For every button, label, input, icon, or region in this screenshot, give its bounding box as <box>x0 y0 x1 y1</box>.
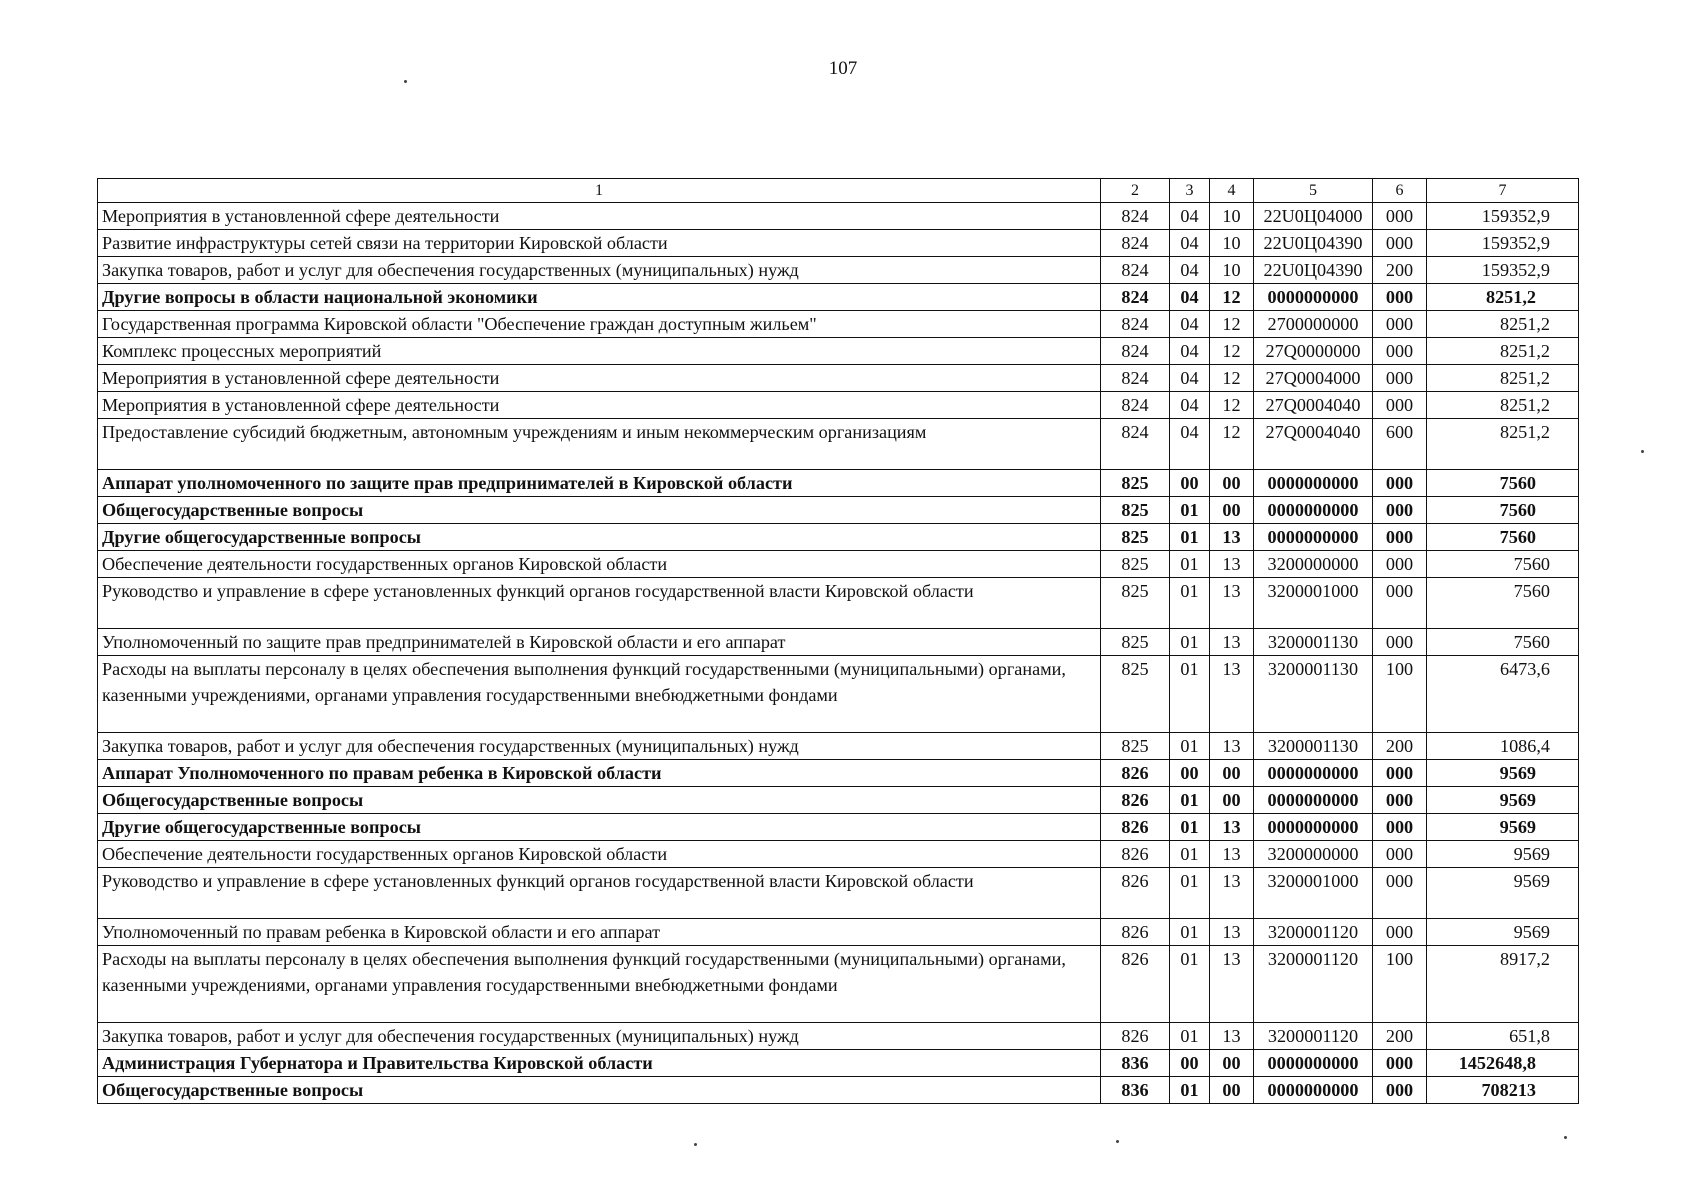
cell-section: 04 <box>1170 419 1210 470</box>
cell-subsection: 13 <box>1210 629 1254 656</box>
cell-expense-type: 000 <box>1373 284 1427 311</box>
cell-ministry-code: 824 <box>1101 311 1170 338</box>
table-header-row <box>98 179 1579 203</box>
column-header-7: 7 <box>1427 179 1579 203</box>
cell-section: 01 <box>1170 656 1210 733</box>
cell-description: Аппарат Уполномоченного по правам ребенка в Кировской области <box>98 760 1101 787</box>
cell-ministry-code: 825 <box>1101 470 1170 497</box>
table-row <box>98 1077 1579 1104</box>
cell-section: 00 <box>1170 1050 1210 1077</box>
table-row <box>98 814 1579 841</box>
cell-subsection: 00 <box>1210 497 1254 524</box>
cell-target-article: 3200001000 <box>1254 868 1373 919</box>
cell-subsection: 10 <box>1210 230 1254 257</box>
cell-amount: 708213 <box>1427 1077 1579 1104</box>
page-number: 107 <box>828 58 858 79</box>
cell-description: Аппарат уполномоченного по защите прав предпринимателей в Кировской области <box>98 470 1101 497</box>
cell-target-article: 27Q0004040 <box>1254 392 1373 419</box>
table-row <box>98 868 1579 919</box>
cell-expense-type: 000 <box>1373 868 1427 919</box>
cell-target-article: 3200001000 <box>1254 578 1373 629</box>
cell-subsection: 13 <box>1210 656 1254 733</box>
cell-subsection: 13 <box>1210 524 1254 551</box>
cell-expense-type: 000 <box>1373 230 1427 257</box>
cell-subsection: 10 <box>1210 257 1254 284</box>
cell-subsection: 10 <box>1210 203 1254 230</box>
cell-description: Мероприятия в установленной сфере деятельности <box>98 203 1101 230</box>
table-row <box>98 419 1579 470</box>
cell-expense-type: 000 <box>1373 919 1427 946</box>
cell-description: Мероприятия в установленной сфере деятельности <box>98 365 1101 392</box>
cell-target-article: 27Q0004000 <box>1254 365 1373 392</box>
cell-description: Закупка товаров, работ и услуг для обеспечения государственных (муниципальных) нужд <box>98 1023 1101 1050</box>
table-row <box>98 311 1579 338</box>
cell-amount: 8251,2 <box>1427 284 1579 311</box>
cell-description: Общегосударственные вопросы <box>98 787 1101 814</box>
cell-expense-type: 000 <box>1373 1050 1427 1077</box>
table-row <box>98 656 1579 733</box>
cell-amount: 7560 <box>1427 497 1579 524</box>
cell-expense-type: 000 <box>1373 365 1427 392</box>
cell-ministry-code: 825 <box>1101 497 1170 524</box>
cell-subsection: 12 <box>1210 338 1254 365</box>
cell-section: 01 <box>1170 946 1210 1023</box>
table-row <box>98 919 1579 946</box>
cell-ministry-code: 824 <box>1101 365 1170 392</box>
column-header-4: 4 <box>1210 179 1254 203</box>
scan-speck <box>1116 1140 1119 1143</box>
cell-description: Закупка товаров, работ и услуг для обеспечения государственных (муниципальных) нужд <box>98 733 1101 760</box>
cell-amount: 7560 <box>1427 470 1579 497</box>
cell-section: 04 <box>1170 311 1210 338</box>
table-row <box>98 1050 1579 1077</box>
scan-speck <box>694 1143 697 1146</box>
cell-expense-type: 000 <box>1373 578 1427 629</box>
cell-ministry-code: 836 <box>1101 1050 1170 1077</box>
cell-target-article: 3200001120 <box>1254 919 1373 946</box>
cell-subsection: 00 <box>1210 470 1254 497</box>
cell-target-article: 22U0Ц04000 <box>1254 203 1373 230</box>
cell-ministry-code: 824 <box>1101 257 1170 284</box>
cell-section: 01 <box>1170 1077 1210 1104</box>
cell-subsection: 12 <box>1210 365 1254 392</box>
cell-ministry-code: 824 <box>1101 392 1170 419</box>
cell-amount: 8251,2 <box>1427 419 1579 470</box>
cell-target-article: 0000000000 <box>1254 524 1373 551</box>
cell-section: 01 <box>1170 919 1210 946</box>
cell-section: 04 <box>1170 230 1210 257</box>
cell-ministry-code: 826 <box>1101 787 1170 814</box>
cell-section: 01 <box>1170 524 1210 551</box>
cell-target-article: 3200001130 <box>1254 629 1373 656</box>
cell-ministry-code: 826 <box>1101 1023 1170 1050</box>
cell-target-article: 3200000000 <box>1254 841 1373 868</box>
cell-section: 01 <box>1170 868 1210 919</box>
cell-expense-type: 000 <box>1373 497 1427 524</box>
cell-expense-type: 000 <box>1373 551 1427 578</box>
cell-ministry-code: 825 <box>1101 733 1170 760</box>
cell-amount: 7560 <box>1427 629 1579 656</box>
cell-ministry-code: 825 <box>1101 629 1170 656</box>
cell-amount: 1452648,8 <box>1427 1050 1579 1077</box>
cell-amount: 6473,6 <box>1427 656 1579 733</box>
cell-subsection: 00 <box>1210 787 1254 814</box>
cell-ministry-code: 826 <box>1101 814 1170 841</box>
cell-section: 04 <box>1170 392 1210 419</box>
cell-expense-type: 000 <box>1373 1077 1427 1104</box>
cell-ministry-code: 824 <box>1101 203 1170 230</box>
cell-description: Другие общегосударственные вопросы <box>98 814 1101 841</box>
cell-amount: 651,8 <box>1427 1023 1579 1050</box>
table-row <box>98 203 1579 230</box>
cell-amount: 8917,2 <box>1427 946 1579 1023</box>
cell-expense-type: 100 <box>1373 656 1427 733</box>
cell-target-article: 3200001130 <box>1254 733 1373 760</box>
cell-subsection: 12 <box>1210 284 1254 311</box>
cell-description: Другие общегосударственные вопросы <box>98 524 1101 551</box>
cell-amount: 8251,2 <box>1427 392 1579 419</box>
column-header-2: 2 <box>1101 179 1170 203</box>
cell-subsection: 00 <box>1210 1077 1254 1104</box>
cell-section: 01 <box>1170 551 1210 578</box>
cell-expense-type: 100 <box>1373 946 1427 1023</box>
cell-target-article: 2700000000 <box>1254 311 1373 338</box>
table-row <box>98 1023 1579 1050</box>
cell-target-article: 3200000000 <box>1254 551 1373 578</box>
cell-description: Закупка товаров, работ и услуг для обеспечения государственных (муниципальных) нужд <box>98 257 1101 284</box>
cell-expense-type: 200 <box>1373 257 1427 284</box>
cell-amount: 9569 <box>1427 841 1579 868</box>
column-header-1: 1 <box>98 179 1101 203</box>
cell-expense-type: 000 <box>1373 311 1427 338</box>
table-row <box>98 497 1579 524</box>
table-row <box>98 470 1579 497</box>
cell-description: Другие вопросы в области национальной экономики <box>98 284 1101 311</box>
scan-speck <box>404 80 407 83</box>
cell-section: 00 <box>1170 760 1210 787</box>
cell-subsection: 13 <box>1210 841 1254 868</box>
cell-expense-type: 200 <box>1373 1023 1427 1050</box>
cell-section: 01 <box>1170 578 1210 629</box>
cell-ministry-code: 825 <box>1101 578 1170 629</box>
table-row <box>98 733 1579 760</box>
budget-table-body <box>98 179 1579 1104</box>
cell-section: 01 <box>1170 629 1210 656</box>
cell-section: 04 <box>1170 203 1210 230</box>
cell-description: Мероприятия в установленной сфере деятельности <box>98 392 1101 419</box>
cell-ministry-code: 826 <box>1101 760 1170 787</box>
table-row <box>98 578 1579 629</box>
cell-expense-type: 000 <box>1373 470 1427 497</box>
cell-description: Общегосударственные вопросы <box>98 1077 1101 1104</box>
cell-section: 01 <box>1170 787 1210 814</box>
cell-subsection: 13 <box>1210 1023 1254 1050</box>
cell-expense-type: 000 <box>1373 392 1427 419</box>
table-row <box>98 946 1579 1023</box>
cell-target-article: 0000000000 <box>1254 787 1373 814</box>
cell-amount: 9569 <box>1427 814 1579 841</box>
cell-description: Руководство и управление в сфере установленных функций органов государственной власти Кировской области <box>98 868 1101 919</box>
table-row <box>98 760 1579 787</box>
cell-target-article: 27Q0000000 <box>1254 338 1373 365</box>
cell-amount: 8251,2 <box>1427 338 1579 365</box>
cell-subsection: 12 <box>1210 392 1254 419</box>
cell-subsection: 13 <box>1210 946 1254 1023</box>
cell-target-article: 0000000000 <box>1254 497 1373 524</box>
cell-ministry-code: 824 <box>1101 284 1170 311</box>
cell-description: Государственная программа Кировской области "Обеспечение граждан доступным жильем" <box>98 311 1101 338</box>
cell-section: 04 <box>1170 365 1210 392</box>
cell-ministry-code: 825 <box>1101 656 1170 733</box>
table-row <box>98 787 1579 814</box>
cell-description: Уполномоченный по правам ребенка в Кировской области и его аппарат <box>98 919 1101 946</box>
cell-target-article: 0000000000 <box>1254 1077 1373 1104</box>
cell-description: Общегосударственные вопросы <box>98 497 1101 524</box>
cell-amount: 9569 <box>1427 787 1579 814</box>
cell-target-article: 0000000000 <box>1254 470 1373 497</box>
cell-section: 00 <box>1170 470 1210 497</box>
scan-speck <box>1564 1136 1567 1139</box>
cell-target-article: 22U0Ц04390 <box>1254 230 1373 257</box>
cell-subsection: 13 <box>1210 733 1254 760</box>
cell-subsection: 13 <box>1210 578 1254 629</box>
table-row <box>98 524 1579 551</box>
cell-target-article: 0000000000 <box>1254 1050 1373 1077</box>
cell-subsection: 12 <box>1210 419 1254 470</box>
table-row <box>98 841 1579 868</box>
cell-description: Развитие инфраструктуры сетей связи на территории Кировской области <box>98 230 1101 257</box>
cell-subsection: 13 <box>1210 551 1254 578</box>
cell-expense-type: 200 <box>1373 733 1427 760</box>
table-row <box>98 551 1579 578</box>
cell-amount: 159352,9 <box>1427 203 1579 230</box>
budget-table <box>97 178 1579 1104</box>
cell-amount: 9569 <box>1427 868 1579 919</box>
cell-amount: 1086,4 <box>1427 733 1579 760</box>
cell-ministry-code: 824 <box>1101 338 1170 365</box>
cell-description: Руководство и управление в сфере установленных функций органов государственной власти Кировской области <box>98 578 1101 629</box>
cell-description: Обеспечение деятельности государственных органов Кировской области <box>98 841 1101 868</box>
cell-ministry-code: 825 <box>1101 524 1170 551</box>
cell-ministry-code: 826 <box>1101 946 1170 1023</box>
cell-section: 04 <box>1170 338 1210 365</box>
cell-ministry-code: 824 <box>1101 419 1170 470</box>
table-row <box>98 284 1579 311</box>
cell-amount: 8251,2 <box>1427 311 1579 338</box>
cell-description: Обеспечение деятельности государственных органов Кировской области <box>98 551 1101 578</box>
cell-target-article: 3200001130 <box>1254 656 1373 733</box>
cell-section: 04 <box>1170 284 1210 311</box>
cell-expense-type: 600 <box>1373 419 1427 470</box>
column-header-3: 3 <box>1170 179 1210 203</box>
cell-amount: 7560 <box>1427 578 1579 629</box>
cell-ministry-code: 826 <box>1101 868 1170 919</box>
cell-target-article: 3200001120 <box>1254 1023 1373 1050</box>
cell-target-article: 0000000000 <box>1254 284 1373 311</box>
cell-subsection: 12 <box>1210 311 1254 338</box>
cell-amount: 159352,9 <box>1427 257 1579 284</box>
cell-amount: 9569 <box>1427 919 1579 946</box>
cell-ministry-code: 825 <box>1101 551 1170 578</box>
cell-expense-type: 000 <box>1373 760 1427 787</box>
table-row <box>98 365 1579 392</box>
cell-expense-type: 000 <box>1373 203 1427 230</box>
table-row <box>98 338 1579 365</box>
cell-subsection: 13 <box>1210 919 1254 946</box>
cell-description: Расходы на выплаты персоналу в целях обеспечения выполнения функций государственными (муниципальными) органами, казенными учреждениями, органами управления государственными внебюджетными фондами <box>98 656 1101 733</box>
cell-description: Уполномоченный по защите прав предпринимателей в Кировской области и его аппарат <box>98 629 1101 656</box>
cell-target-article: 22U0Ц04390 <box>1254 257 1373 284</box>
cell-amount: 159352,9 <box>1427 230 1579 257</box>
cell-expense-type: 000 <box>1373 814 1427 841</box>
cell-expense-type: 000 <box>1373 787 1427 814</box>
cell-expense-type: 000 <box>1373 338 1427 365</box>
cell-expense-type: 000 <box>1373 841 1427 868</box>
cell-section: 01 <box>1170 1023 1210 1050</box>
cell-amount: 7560 <box>1427 551 1579 578</box>
table-row <box>98 392 1579 419</box>
cell-target-article: 27Q0004040 <box>1254 419 1373 470</box>
cell-ministry-code: 824 <box>1101 230 1170 257</box>
column-header-5: 5 <box>1254 179 1373 203</box>
table-row <box>98 230 1579 257</box>
cell-description: Предоставление субсидий бюджетным, автономным учреждениям и иным некоммерческим организациям <box>98 419 1101 470</box>
cell-subsection: 00 <box>1210 1050 1254 1077</box>
table-row <box>98 629 1579 656</box>
cell-target-article: 0000000000 <box>1254 760 1373 787</box>
cell-ministry-code: 826 <box>1101 841 1170 868</box>
cell-expense-type: 000 <box>1373 629 1427 656</box>
cell-section: 01 <box>1170 733 1210 760</box>
cell-expense-type: 000 <box>1373 524 1427 551</box>
cell-description: Администрация Губернатора и Правительства Кировской области <box>98 1050 1101 1077</box>
cell-section: 01 <box>1170 497 1210 524</box>
cell-target-article: 0000000000 <box>1254 814 1373 841</box>
cell-amount: 8251,2 <box>1427 365 1579 392</box>
cell-description: Комплекс процессных мероприятий <box>98 338 1101 365</box>
cell-target-article: 3200001120 <box>1254 946 1373 1023</box>
cell-section: 04 <box>1170 257 1210 284</box>
cell-ministry-code: 826 <box>1101 919 1170 946</box>
cell-section: 01 <box>1170 814 1210 841</box>
cell-amount: 9569 <box>1427 760 1579 787</box>
cell-description: Расходы на выплаты персоналу в целях обеспечения выполнения функций государственными (муниципальными) органами, казенными учреждениями, органами управления государственными внебюджетными фондами <box>98 946 1101 1023</box>
table-row <box>98 257 1579 284</box>
scan-speck <box>1641 450 1644 453</box>
cell-subsection: 00 <box>1210 760 1254 787</box>
cell-amount: 7560 <box>1427 524 1579 551</box>
cell-ministry-code: 836 <box>1101 1077 1170 1104</box>
cell-section: 01 <box>1170 841 1210 868</box>
column-header-6: 6 <box>1373 179 1427 203</box>
cell-subsection: 13 <box>1210 814 1254 841</box>
cell-subsection: 13 <box>1210 868 1254 919</box>
